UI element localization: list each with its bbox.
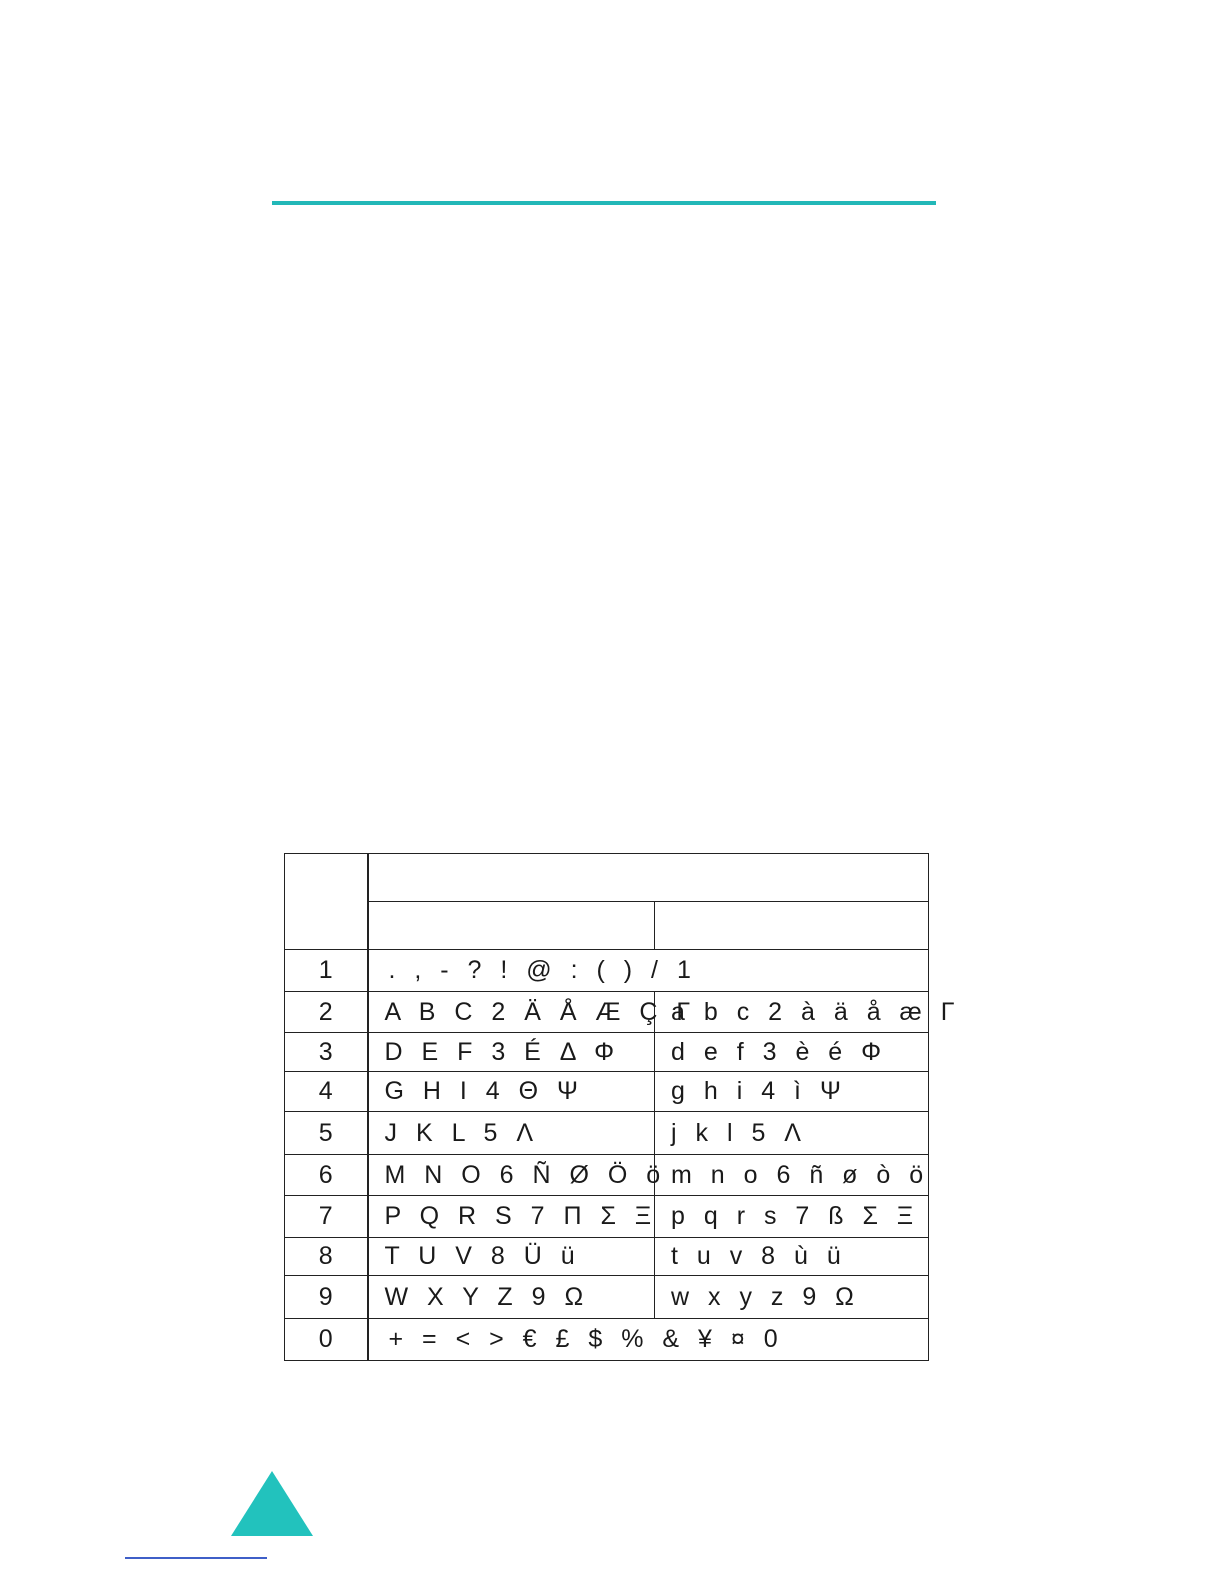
key-cell: 1 <box>285 950 368 992</box>
key-cell: 2 <box>285 992 368 1033</box>
upper-case-cell: D E F 3 É Δ Φ <box>368 1033 655 1072</box>
table-row <box>285 1196 929 1238</box>
upper-case-cell: W X Y Z 9 Ω <box>368 1276 655 1319</box>
key-cell: 0 <box>285 1319 368 1361</box>
table-row <box>285 1319 929 1361</box>
key-cell: 6 <box>285 1155 368 1196</box>
nav-link-underline <box>125 1557 267 1559</box>
key-cell: 3 <box>285 1033 368 1072</box>
table-row <box>285 1112 929 1155</box>
lower-case-header-cell <box>655 902 929 950</box>
key-cell: 5 <box>285 1112 368 1155</box>
table-header-row <box>285 854 929 902</box>
lower-case-cell: j k l 5 Λ <box>655 1112 929 1155</box>
table-row <box>285 1033 929 1072</box>
characters-header-cell <box>368 854 929 902</box>
triangle-up-icon[interactable] <box>231 1471 313 1536</box>
lower-case-cell: p q r s 7 ß Σ Ξ <box>655 1196 929 1238</box>
lower-case-cell: t u v 8 ù ü <box>655 1238 929 1276</box>
table-row <box>285 1155 929 1196</box>
upper-case-cell: T U V 8 Ü ü <box>368 1238 655 1276</box>
table-row <box>285 1238 929 1276</box>
characters-cell: . , - ? ! @ : ( ) / 1 <box>368 950 929 992</box>
key-cell: 8 <box>285 1238 368 1276</box>
table-row <box>285 950 929 992</box>
table-subheader-row <box>285 902 929 950</box>
lower-case-cell: a b c 2 à ä å æ Γ <box>655 992 929 1033</box>
table-row <box>285 1072 929 1112</box>
lower-case-cell: w x y z 9 Ω <box>655 1276 929 1319</box>
table-row <box>285 1276 929 1319</box>
lower-case-cell: d e f 3 è é Φ <box>655 1033 929 1072</box>
upper-case-header-cell <box>368 902 655 950</box>
key-cell: 7 <box>285 1196 368 1238</box>
upper-case-cell: G H I 4 Θ Ψ <box>368 1072 655 1112</box>
lower-case-cell: g h i 4 ì Ψ <box>655 1072 929 1112</box>
upper-case-cell: J K L 5 Λ <box>368 1112 655 1155</box>
key-cell: 4 <box>285 1072 368 1112</box>
key-header-cell <box>285 854 368 950</box>
header-rule <box>272 201 936 205</box>
upper-case-cell: M N O 6 Ñ Ø Ö ö <box>368 1155 655 1196</box>
character-table <box>284 853 961 1361</box>
upper-case-cell: A B C 2 Ä Å Æ Ç Γ <box>368 992 655 1033</box>
upper-case-cell: P Q R S 7 Π Σ Ξ <box>368 1196 655 1238</box>
characters-cell: + = < > € £ $ % & ¥ ¤ 0 <box>368 1319 929 1361</box>
table-row <box>285 992 929 1033</box>
lower-case-cell: m n o 6 ñ ø ò ö <box>655 1155 929 1196</box>
key-cell: 9 <box>285 1276 368 1319</box>
